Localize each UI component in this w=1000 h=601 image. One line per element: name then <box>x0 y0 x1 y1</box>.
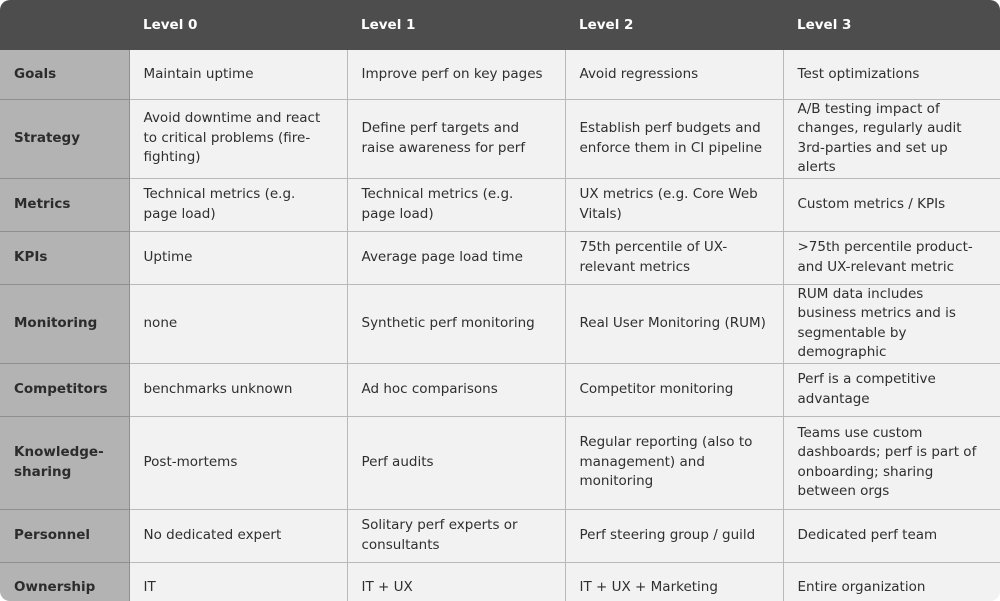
row-kpis <box>0 231 1000 284</box>
cell-level-3: Dedicated perf team <box>783 509 1000 562</box>
header-level-1: Level 1 <box>347 0 565 50</box>
cell-level-1: Improve perf on key pages <box>347 50 565 99</box>
row-label: Strategy <box>0 99 129 178</box>
row-label: Metrics <box>0 178 129 231</box>
row-competitors <box>0 363 1000 416</box>
table-header <box>0 0 1000 50</box>
cell-level-0: benchmarks unknown <box>129 363 347 416</box>
cell-level-0: Uptime <box>129 231 347 284</box>
row-monitoring <box>0 284 1000 363</box>
cell-level-1: Define perf targets and raise awareness for perf <box>347 99 565 178</box>
cell-level-0: Maintain uptime <box>129 50 347 99</box>
header-level-2: Level 2 <box>565 0 783 50</box>
header-level-3: Level 3 <box>783 0 1000 50</box>
cell-level-2: 75th percentile of UX-relevant metrics <box>565 231 783 284</box>
cell-level-0: No dedicated expert <box>129 509 347 562</box>
cell-level-1: Solitary perf experts or consultants <box>347 509 565 562</box>
row-label: Personnel <box>0 509 129 562</box>
row-goals <box>0 50 1000 99</box>
row-label: Knowledge-sharing <box>0 416 129 509</box>
header-row <box>0 0 1000 50</box>
cell-level-3: RUM data includes business metrics and is segmentable by demographic <box>783 284 1000 363</box>
cell-level-2: Regular reporting (also to management) and monitoring <box>565 416 783 509</box>
cell-level-1: Perf audits <box>347 416 565 509</box>
cell-level-1: Average page load time <box>347 231 565 284</box>
cell-level-2: Perf steering group / guild <box>565 509 783 562</box>
cell-level-2: Establish perf budgets and enforce them in CI pipeline <box>565 99 783 178</box>
row-label: Monitoring <box>0 284 129 363</box>
cell-level-1: Synthetic perf monitoring <box>347 284 565 363</box>
row-label: Goals <box>0 50 129 99</box>
cell-level-0: Technical metrics (e.g. page load) <box>129 178 347 231</box>
cell-level-3: >75th percentile product- and UX-relevant metric <box>783 231 1000 284</box>
cell-level-3: Perf is a competitive advantage <box>783 363 1000 416</box>
cell-level-3: Test optimizations <box>783 50 1000 99</box>
cell-level-2: Avoid regressions <box>565 50 783 99</box>
cell-level-3: A/B testing impact of changes, regularly audit 3rd-parties and set up alerts <box>783 99 1000 178</box>
cell-level-0: Avoid downtime and react to critical problems (fire-fighting) <box>129 99 347 178</box>
header-corner <box>0 0 129 50</box>
cell-level-1: Ad hoc comparisons <box>347 363 565 416</box>
row-label: Ownership <box>0 562 129 601</box>
row-strategy <box>0 99 1000 178</box>
cell-level-2: Competitor monitoring <box>565 363 783 416</box>
row-metrics <box>0 178 1000 231</box>
row-label: Competitors <box>0 363 129 416</box>
header-level-0: Level 0 <box>129 0 347 50</box>
cell-level-1: Technical metrics (e.g. page load) <box>347 178 565 231</box>
row-personnel <box>0 509 1000 562</box>
row-label: KPIs <box>0 231 129 284</box>
table-body <box>0 50 1000 601</box>
cell-level-3: Custom metrics / KPIs <box>783 178 1000 231</box>
cell-level-2: Real User Monitoring (RUM) <box>565 284 783 363</box>
row-knowledge-sharing <box>0 416 1000 509</box>
cell-level-3: Entire organization <box>783 562 1000 601</box>
cell-level-2: IT + UX + Marketing <box>565 562 783 601</box>
cell-level-0: Post-mortems <box>129 416 347 509</box>
cell-level-2: UX metrics (e.g. Core Web Vitals) <box>565 178 783 231</box>
cell-level-1: IT + UX <box>347 562 565 601</box>
cell-level-3: Teams use custom dashboards; perf is part of onboarding; sharing between orgs <box>783 416 1000 509</box>
row-ownership <box>0 562 1000 601</box>
cell-level-0: none <box>129 284 347 363</box>
cell-level-0: IT <box>129 562 347 601</box>
